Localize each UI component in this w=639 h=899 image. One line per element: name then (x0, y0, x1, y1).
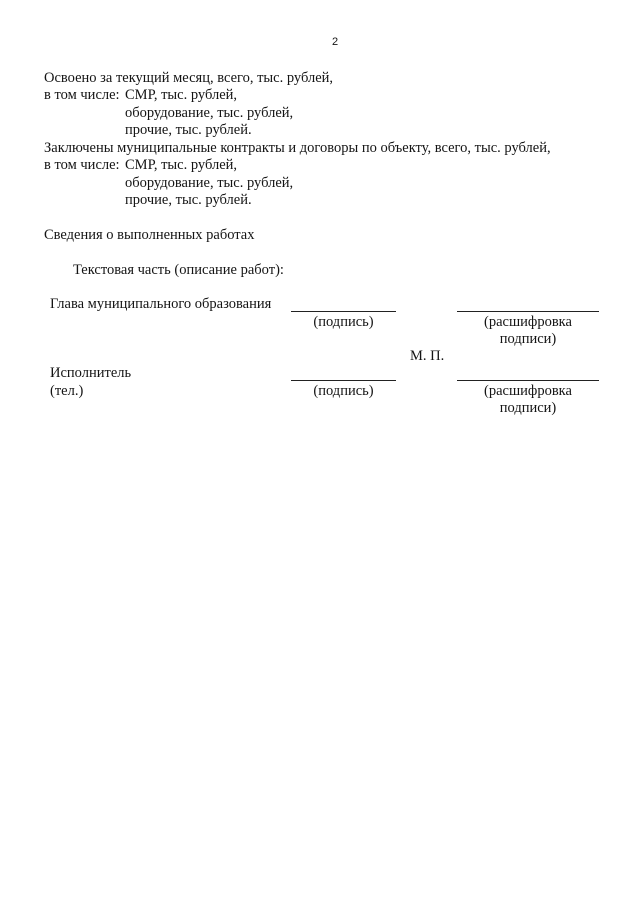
works-info-heading: Сведения о выполненных работах (44, 227, 255, 243)
contracts-smr-line: СМР, тыс. рублей, (125, 157, 238, 173)
mastered-total-line: Освоено за текущий месяц, всего, тыс. рублей, (44, 70, 334, 86)
stamp-mark: М. П. (410, 348, 445, 364)
head-decode-line (457, 311, 599, 312)
head-decode-caption-line1: (расшифровка (484, 314, 572, 330)
executor-decode-line (457, 380, 599, 381)
contracts-including-prefix: в том числе: (44, 157, 120, 173)
page-number: 2 (332, 36, 339, 48)
contracts-equipment-line: оборудование, тыс. рублей, (125, 175, 294, 191)
mastered-other-line: прочие, тыс. рублей. (125, 122, 252, 138)
head-signature-line (291, 311, 396, 312)
executor-label: Исполнитель (50, 365, 132, 381)
text-part-label: Текстовая часть (описание работ): (73, 262, 284, 278)
executor-signature-line (291, 380, 396, 381)
mastered-equipment-line: оборудование, тыс. рублей, (125, 105, 294, 121)
contracts-other-line: прочие, тыс. рублей. (125, 192, 252, 208)
head-signature-caption: (подпись) (313, 314, 374, 330)
mastered-including-prefix: в том числе: (44, 87, 120, 103)
phone-label: (тел.) (50, 383, 84, 399)
contracts-total-line: Заключены муниципальные контракты и договоры по объекту, всего, тыс. рублей, (44, 140, 551, 156)
executor-decode-caption-line1: (расшифровка (484, 383, 572, 399)
executor-signature-caption: (подпись) (313, 383, 374, 399)
executor-decode-caption-line2: подписи) (499, 400, 557, 416)
mastered-smr-line: СМР, тыс. рублей, (125, 87, 238, 103)
head-decode-caption-line2: подписи) (499, 331, 557, 347)
head-label: Глава муниципального образования (50, 296, 272, 312)
